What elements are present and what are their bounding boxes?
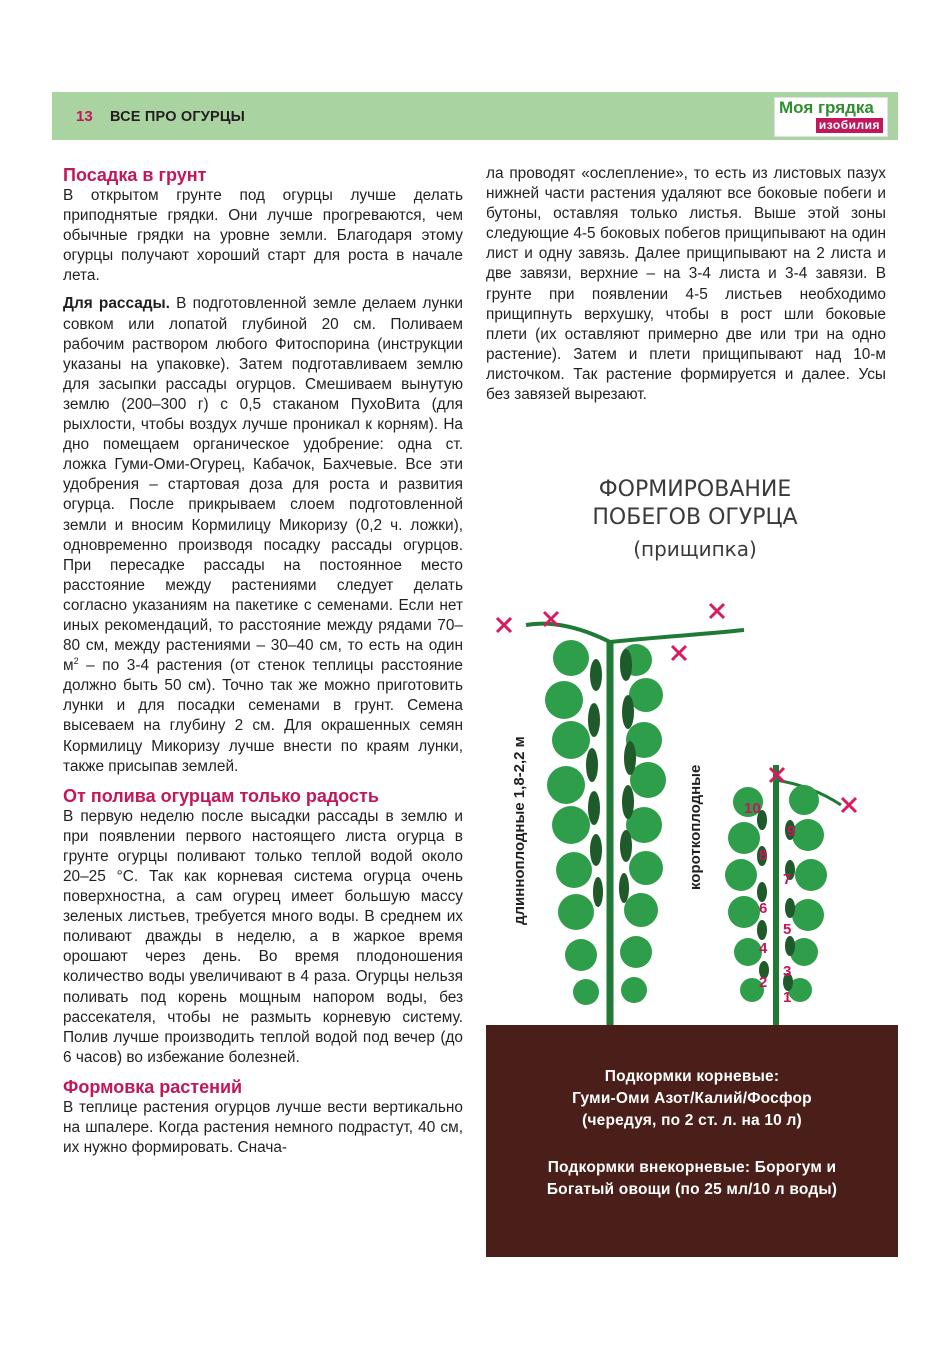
- diagram-title-line-2: ПОБЕГОВ ОГУРЦА: [592, 505, 798, 530]
- seedlings-text-a: В подготовленной земле делаем лунки совком или лопатой глубиной 20 см. Поливаем рабочим раствором любого Фитоспорина (инструкции указаны на упаковке). Затем подготавливаем землю для засыпки рассады огурцов. Смешиваем вынутую землю (200–300 г) с 0,5 стаканом ПухоВита (для рыхлости, чтобы воздух лучше проникал к корням). На дно помещаем органическое удобрение: одна ст. ложка Гуми-Оми-Огурец, Кабачок, Бахчевые. Все эти удобрения – стартовая доза для роста и развития огурца. После прикрываем слоем подготовленной земли и вносим Кормилицу Микоризу (0,2 ч. ложки), одновременно производя посадку рассады огурцов. При пересадке рассады на постоянное место расстояние между растениями следует делать согласно указаниям на пакетике с семенами. Если нет иных рекомендаций, то расстояние между рядами 70–80 см, между растениями – 30–40 см, то есть на один м: [63, 295, 463, 675]
- root-feeding-text: [486, 1066, 898, 1132]
- leaf-number-6: 6: [759, 900, 768, 917]
- leaf-number-9: 9: [787, 823, 796, 840]
- leaf-number-8: 8: [759, 847, 768, 864]
- diagram-title-line-1: ФОРМИРОВАНИЕ: [598, 477, 792, 502]
- paragraph-forming: В теплице растения огурцов лучше вести вертикально на шпалере. Когда растения немного подрастут, 40 см, их нужно формировать. Снача-: [63, 1098, 463, 1157]
- tall-plant-leaves: [545, 640, 666, 1005]
- paragraph-planting: В открытом грунте под огурцы лучше делать приподнятые грядки. Они лучше прогреваются, чем обычные грядки на уровне земли. Благодаря этому огурцы получают хороший старт для роста в начале лета.: [63, 187, 463, 285]
- tall-plant-left-vine: [526, 624, 610, 642]
- leaf-number-3: 3: [783, 963, 792, 980]
- root-feeding-line-3: (чередуя, по 2 ст. л. на 10 л): [582, 1112, 802, 1129]
- heading-watering: От полива огурцам только радость: [63, 785, 379, 806]
- cucumber-plants-illustration: [486, 580, 898, 1030]
- leaf-number-10: 10: [744, 800, 761, 817]
- heading-forming: Формовка растений: [63, 1076, 243, 1097]
- page-number: 13: [76, 108, 93, 125]
- paragraph-seedlings: [63, 294, 463, 776]
- diagram-title-line-3: (прищипка): [633, 537, 757, 561]
- page-header: [52, 92, 898, 140]
- leaf-number-4: 4: [759, 940, 768, 957]
- label-long-fruited: длинноплодные 1,8-2,2 м: [511, 736, 528, 925]
- leaf-number-5: 5: [783, 921, 792, 938]
- foliar-feeding-text: [486, 1157, 898, 1201]
- seedlings-text-b: – по 3-4 растения (от стенок теплицы расстояние должно быть 50 см). Точно так же можно приготовить лунки и для посадки семенами в грунт. Семена высеваем на глубину 2 см. Для окрашенных семян Кормилицу Микоризу лучше внести по краям лунки, также присыпав землей.: [63, 657, 463, 775]
- soil-feeding-box: [486, 1025, 898, 1257]
- leaf-number-1: 1: [783, 989, 792, 1006]
- leaf-number-2: 2: [759, 974, 768, 991]
- heading-planting: Посадка в грунт: [63, 165, 207, 185]
- leaf-number-7: 7: [783, 871, 792, 888]
- right-column: [486, 164, 886, 413]
- magazine-logo: [774, 97, 888, 137]
- seedlings-lead: Для рассады.: [63, 295, 170, 313]
- foliar-feeding-line-1: Подкормки внекорневые: Борогум и: [547, 1159, 837, 1176]
- tall-plant-right-vine: [610, 630, 744, 642]
- logo-line-2: изобилия: [816, 118, 883, 133]
- paragraph-continuation: ла проводят «ослепление», то есть из листовых пазух нижней части растения удаляют все боковые побеги и бутоны, оставляя только листья. Выше этой зоны следующие 4-5 боковых побегов прищипывают на один лист и одну завязь. Далее прищипывают на 2 листа и две завязи, верхние – на 3-4 листа и 3-4 завязи. В грунте при появлении 4-5 листьев необходимо прищипнуть верхушку, чтобы в рост шли боковые плети (их оставляют примерно две или три на одно растение). Затем и плети прищипывают над 10-м листочком. Так растение формируется и далее. Усы без завязей вырезают.: [486, 165, 886, 404]
- paragraph-watering: В первую неделю после высадки рассады в землю и при появлении первого настоящего листа огурца в грунте огурцы поливают только теплой водой около 20–25 °С. Так как корневая система огурца очень поверхностна, а сам огурец имеет большую массу зеленых листьев, требуется много воды. В среднем их поливают дважды в неделю, а в жаркое время орошают через день. Во время плодоношения количество воды увеличивают в 4 раза. Огурцы нельзя поливать под корень мощным напором воды, без рассекателя, чтобы не размыть корневую систему. Полив лучше производить теплой водой под вечер (до 6 часов) во избежание болезней.: [63, 807, 463, 1066]
- root-feeding-line-1: Подкормки корневые:: [604, 1068, 780, 1085]
- label-short-fruited: короткоплодные: [687, 764, 704, 890]
- section-title: ВСЕ ПРО ОГУРЦЫ: [110, 109, 246, 125]
- superscript: 2: [73, 656, 79, 667]
- foliar-feeding-line-2: Богатый овощи (по 25 мл/10 л воды): [546, 1181, 838, 1198]
- left-column: [63, 164, 463, 1166]
- logo-line-1: Моя грядка: [779, 98, 874, 117]
- root-feeding-line-2: Гуми-Оми Азот/Калий/Фосфор: [572, 1090, 812, 1107]
